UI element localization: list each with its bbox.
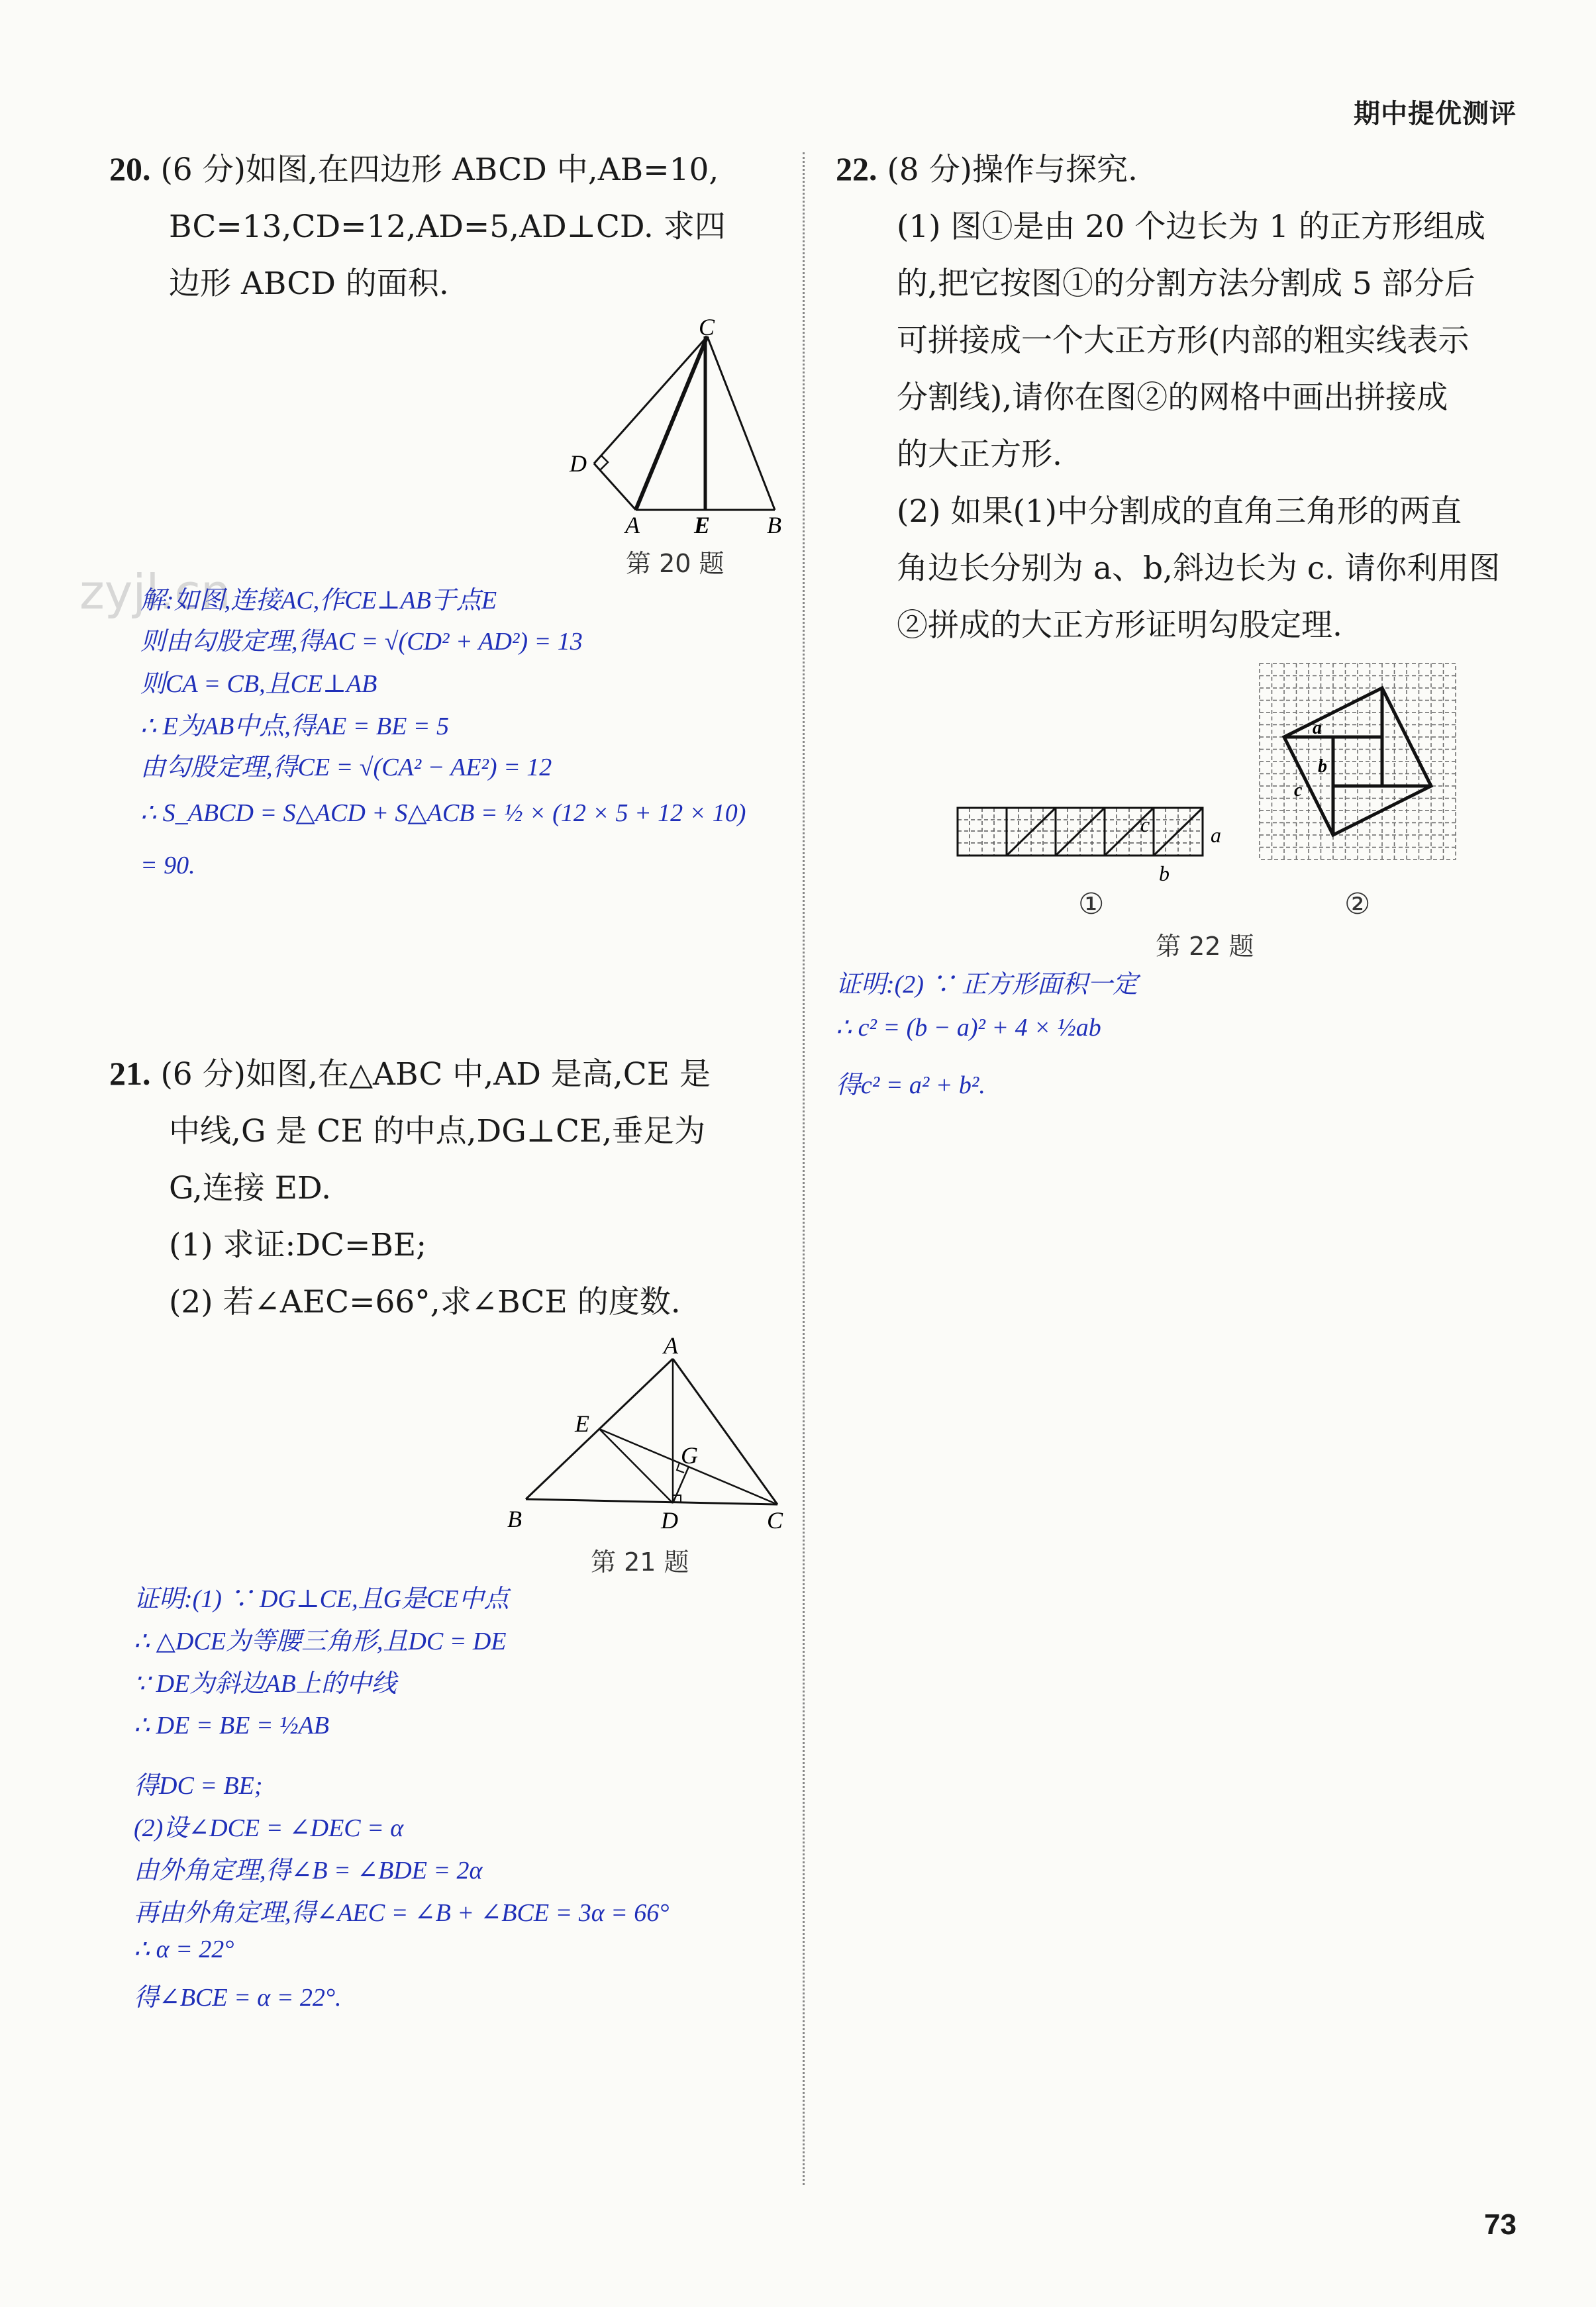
- answer-line: ∴ △DCE为等腰三角形,且DC = DE: [134, 1628, 507, 1655]
- answer-line: = 90.: [140, 852, 195, 879]
- answer-line: ∴ S_ABCD = S△ACD + S△ACB = ½ × (12 × 5 + 12 × 10): [140, 799, 746, 827]
- question-line: (8 分)操作与探究.: [887, 152, 1138, 188]
- figure-22-2-label: ②: [1344, 887, 1371, 921]
- question-line: BC=13,CD=12,AD=5,AD⊥CD. 求四: [169, 209, 726, 245]
- segment-cb: [707, 336, 775, 510]
- answer-line: 由勾股定理,得CE = √(CA² − AE²) = 12: [140, 754, 552, 781]
- question-line: G,连接 ED.: [169, 1170, 332, 1206]
- question-line: (6 分)如图,在四边形 ABCD 中,AB=10,: [160, 152, 719, 188]
- label-c: C: [699, 318, 715, 340]
- figure-20: [556, 318, 808, 536]
- segment-cd: [594, 336, 707, 464]
- figure-22-1-label: ①: [1078, 887, 1105, 921]
- question-line: (1) 求证:DC=BE;: [169, 1227, 427, 1263]
- figure-21-caption: 第 21 题: [591, 1547, 689, 1577]
- question-line: (2) 如果(1)中分割成的直角三角形的两直: [897, 493, 1462, 530]
- right-angle-mark: [601, 456, 608, 469]
- answer-line: ∴ c² = (b − a)² + 4 × ½ab: [836, 1014, 1101, 1042]
- figure-20-caption: 第 20 题: [626, 549, 724, 578]
- question-line: 边形 ABCD 的面积.: [169, 266, 449, 302]
- question-line: (1) 图①是由 20 个边长为 1 的正方形组成: [897, 209, 1485, 245]
- label-d: D: [661, 1507, 678, 1534]
- question-line: (2) 若∠AEC=66°,求∠BCE 的度数.: [169, 1284, 681, 1320]
- answer-line: 证明:(2) ∵ 正方形面积一定: [836, 971, 1138, 999]
- question-number: 20.: [109, 150, 151, 187]
- question-line: (6 分)如图,在△ABC 中,AD 是高,CE 是: [160, 1056, 711, 1093]
- question-line: ②拼成的大正方形证明勾股定理.: [897, 607, 1342, 644]
- answer-line: ∴ E为AB中点,得AE = BE = 5: [140, 712, 449, 740]
- question-20: [109, 140, 726, 313]
- label-a: a: [1313, 718, 1322, 738]
- label-b: b: [1318, 756, 1327, 777]
- question-line: 分割线),请你在图②的网格中画出拼接成: [897, 379, 1448, 416]
- answer-line: 得DC = BE;: [134, 1772, 263, 1800]
- figure-21: [503, 1331, 795, 1549]
- answer-line: ∴ DE = BE = ½AB: [134, 1712, 329, 1740]
- page-number: 73: [1484, 2208, 1517, 2241]
- question-number: 21.: [109, 1055, 151, 1092]
- answer-line: ∴ α = 22°: [134, 1936, 234, 1963]
- question-line: 的,把它按图①的分割方法分割成 5 部分后: [897, 266, 1475, 302]
- question-line: 可拼接成一个大正方形(内部的粗实线表示: [897, 322, 1470, 359]
- segment-ac: [636, 336, 707, 510]
- label-c: c: [1294, 780, 1303, 801]
- label-b: B: [767, 512, 781, 536]
- question-line: 角边长分别为 a、b,斜边长为 c. 请你利用图: [897, 550, 1501, 587]
- label-c: c: [1140, 812, 1150, 836]
- figure-22-caption: 第 22 题: [1156, 932, 1254, 961]
- answer-line: 解:如图,连接AC,作CE⊥AB于点E: [140, 587, 497, 614]
- answer-line: 得c² = a² + b².: [836, 1071, 985, 1099]
- label-e: E: [694, 512, 711, 536]
- label-c: C: [767, 1507, 783, 1534]
- label-b: b: [1159, 861, 1170, 885]
- label-d: D: [570, 450, 587, 477]
- question-line: 中线,G 是 CE 的中点,DG⊥CE,垂足为: [169, 1113, 706, 1150]
- question-line: 的大正方形.: [897, 436, 1062, 473]
- question-22: [836, 140, 1500, 654]
- label-a: A: [664, 1332, 678, 1359]
- watermark: zyjl.cn: [79, 564, 231, 620]
- label-e: E: [575, 1410, 589, 1437]
- label-g: G: [681, 1442, 698, 1469]
- figure-22-2: [1252, 656, 1470, 874]
- segment-da: [594, 464, 636, 510]
- answer-line: (2)设∠DCE = ∠DEC = α: [134, 1814, 404, 1842]
- label-a: A: [625, 512, 640, 536]
- segment-ed: [599, 1429, 673, 1503]
- question-number: 22.: [836, 150, 877, 187]
- label-b: B: [507, 1506, 522, 1532]
- figure-22-1: [954, 801, 1232, 887]
- answer-line: 则CA = CB,且CE⊥AB: [140, 670, 377, 698]
- answer-line: 再由外角定理,得∠AEC = ∠B + ∠BCE = 3α = 66°: [134, 1899, 670, 1927]
- answer-line: 由外角定理,得∠B = ∠BDE = 2α: [134, 1857, 483, 1885]
- label-a: a: [1211, 823, 1221, 847]
- answer-line: 得∠BCE = α = 22°.: [134, 1984, 342, 2012]
- segment-bc: [526, 1499, 777, 1504]
- answer-line: 证明:(1) ∵ DG⊥CE,且G是CE中点: [134, 1585, 509, 1613]
- answer-line: ∵ DE为斜边AB上的中线: [134, 1670, 397, 1698]
- section-title: 期中提优测评: [1354, 99, 1517, 129]
- answer-line: 则由勾股定理,得AC = √(CD² + AD²) = 13: [140, 628, 583, 656]
- question-21: [109, 1045, 711, 1331]
